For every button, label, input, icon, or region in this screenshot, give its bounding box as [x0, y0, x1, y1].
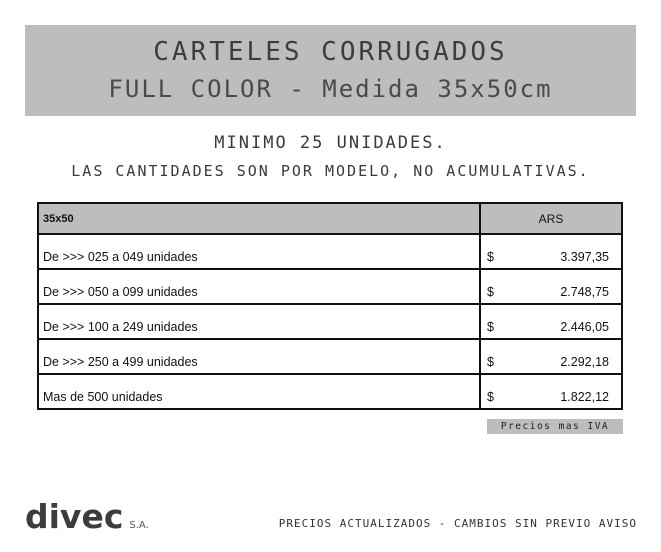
currency-symbol: $: [487, 320, 494, 334]
title-banner: [25, 25, 636, 116]
table-row: [38, 339, 622, 374]
currency-symbol: $: [487, 250, 494, 264]
brand-name: divec: [25, 497, 124, 536]
currency-symbol: $: [487, 390, 494, 404]
price-value: 1.822,12: [560, 390, 609, 404]
price-cell: [480, 339, 622, 374]
price-value: 2.292,18: [560, 355, 609, 369]
price-value: 3.397,35: [560, 250, 609, 264]
price-cell: [480, 374, 622, 409]
price-cell: [480, 234, 622, 269]
table-row: [38, 234, 622, 269]
page-title: CARTELES CORRUGADOS: [153, 37, 508, 67]
size-column-header: 35x50: [38, 203, 480, 234]
price-value: 2.748,75: [560, 285, 609, 299]
currency-column-header: ARS: [480, 203, 622, 234]
company-logo: [25, 497, 149, 537]
table-header-row: [38, 203, 622, 234]
page-subtitle: FULL COLOR - Medida 35x50cm: [108, 75, 553, 103]
price-value: 2.446,05: [560, 320, 609, 334]
table-row: [38, 304, 622, 339]
quantity-range: Mas de 500 unidades: [38, 374, 480, 409]
quantity-range: De >>> 250 a 499 unidades: [38, 339, 480, 374]
iva-note: Precios mas IVA: [487, 419, 623, 434]
quantity-range: De >>> 050 a 099 unidades: [38, 269, 480, 304]
quantity-range: De >>> 100 a 249 unidades: [38, 304, 480, 339]
brand-suffix: S.A.: [129, 520, 149, 531]
per-model-note: LAS CANTIDADES SON POR MODELO, NO ACUMULATIVAS.: [71, 162, 590, 180]
footer-note: PRECIOS ACTUALIZADOS - CAMBIOS SIN PREVIO AVISO: [278, 517, 637, 530]
table-row: [38, 269, 622, 304]
currency-symbol: $: [487, 285, 494, 299]
currency-symbol: $: [487, 355, 494, 369]
price-table: [37, 202, 623, 410]
table-row: [38, 374, 622, 409]
minimum-note: MINIMO 25 UNIDADES.: [214, 133, 447, 153]
quantity-range: De >>> 025 a 049 unidades: [38, 234, 480, 269]
price-cell: [480, 304, 622, 339]
price-cell: [480, 269, 622, 304]
